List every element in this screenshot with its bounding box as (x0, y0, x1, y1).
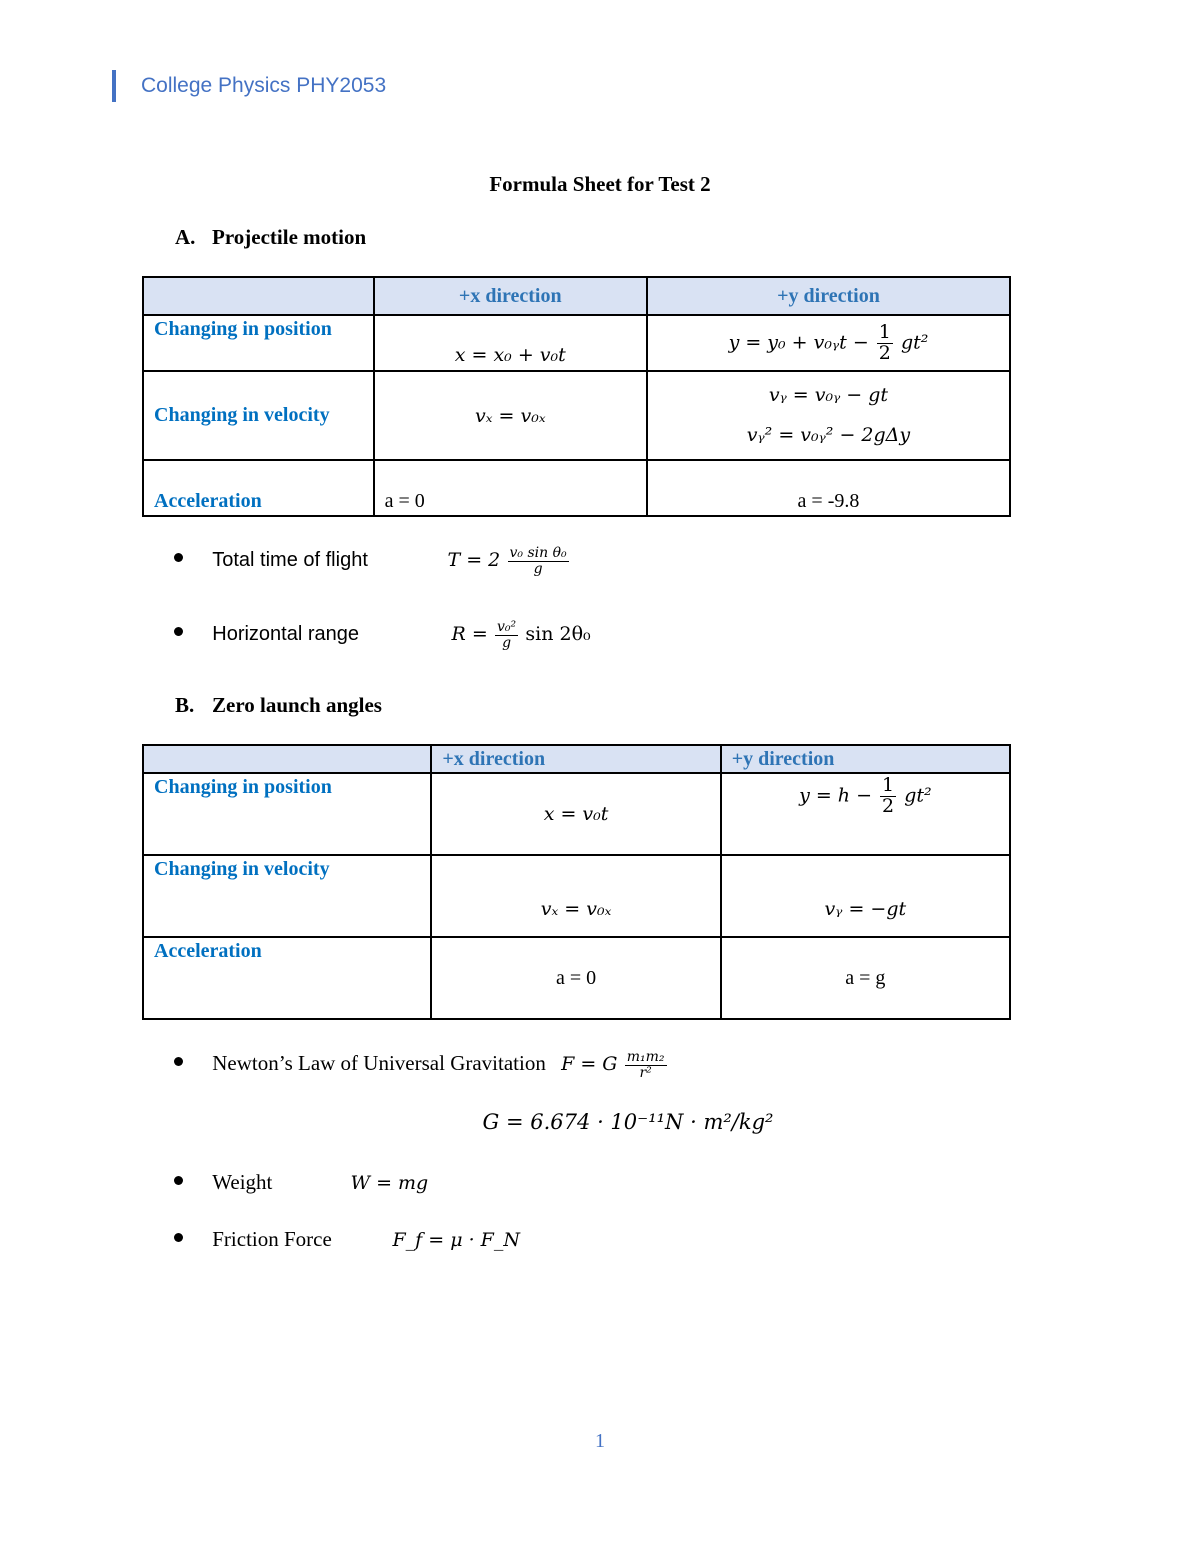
bullet-dot-icon (174, 627, 183, 636)
bullet-formula-rhs: sin 2θ₀ (525, 623, 591, 645)
table-row (143, 460, 1010, 516)
x-acceleration-value: a = 0 (431, 937, 720, 1019)
y-position-lhs: y = y₀ + v₀ᵧt − (728, 331, 869, 353)
bullet-dot-icon (174, 1233, 183, 1242)
friction-formula: F_f = μ · F_N (392, 1229, 520, 1251)
header-y-direction: +y direction (721, 745, 1010, 773)
row-label-velocity: Changing in velocity (143, 371, 374, 460)
one-half-fraction (877, 320, 893, 364)
section-a-letter: A. (175, 225, 196, 249)
list-item (174, 620, 591, 650)
row-label-acceleration: Acceleration (143, 937, 431, 1019)
table-row (143, 371, 1010, 460)
x-position-formula: x = x₀ + v₀t (374, 315, 647, 371)
header-x-direction: +x direction (374, 277, 647, 315)
section-a-heading (175, 225, 366, 250)
list-item (174, 1227, 520, 1252)
fraction-denominator: g (533, 560, 543, 577)
fraction-numerator: m₁m₂ (626, 1049, 665, 1065)
bullet-dot-icon (174, 1176, 183, 1185)
bullet-label: Total time of flight (212, 549, 368, 571)
fraction-denominator: g (502, 634, 512, 651)
header-course-title: College Physics PHY2053 (141, 74, 387, 97)
list-item (174, 1170, 428, 1195)
x-position-formula: x = v₀t (431, 773, 720, 855)
table-row (143, 773, 1010, 855)
time-of-flight-fraction (508, 546, 569, 576)
header-empty-cell (143, 277, 374, 315)
table-row (143, 937, 1010, 1019)
zero-launch-table (142, 744, 1011, 1020)
fraction-denominator: 2 (882, 794, 895, 817)
y-position-rhs: gt² (900, 331, 929, 353)
header-accent-bar (112, 70, 116, 102)
bullet-label: Friction Force (212, 1227, 332, 1251)
list-item (174, 1050, 669, 1080)
x-acceleration-value: a = 0 (374, 460, 647, 516)
one-half-fraction (880, 776, 896, 817)
y-velocity-formula: vᵧ = v₀ᵧ − gt (768, 383, 889, 406)
y-velocity-formulas (647, 371, 1010, 460)
table-row (143, 315, 1010, 371)
header-x-direction: +x direction (431, 745, 720, 773)
y-acceleration-value: a = -9.8 (647, 460, 1010, 516)
range-fraction (495, 620, 518, 650)
gravitation-fraction (625, 1050, 667, 1080)
page-number: 1 (595, 1430, 605, 1452)
table-header-row (143, 277, 1010, 315)
bullet-formula-lhs: F = G (561, 1053, 618, 1075)
fraction-denominator: r² (639, 1064, 652, 1081)
page-title: Formula Sheet for Test 2 (489, 172, 711, 196)
fraction-denominator: 2 (878, 341, 891, 364)
row-label-position: Changing in position (143, 315, 374, 371)
fraction-numerator: 1 (878, 320, 891, 343)
y-position-formula (721, 773, 1010, 855)
section-a-title: Projectile motion (212, 225, 367, 249)
y-velocity-squared-formula: vᵧ² = v₀ᵧ² − 2gΔy (746, 423, 911, 446)
section-b-letter: B. (175, 693, 195, 717)
weight-formula: W = mg (350, 1172, 429, 1194)
projectile-motion-table (142, 276, 1011, 517)
section-b-heading (175, 693, 382, 718)
bullet-formula-lhs: T = 2 (447, 549, 501, 571)
bullet-dot-icon (174, 1057, 183, 1066)
row-label-acceleration: Acceleration (143, 460, 374, 516)
bullet-label: Newton’s Law of Universal Gravitation (212, 1051, 546, 1075)
y-velocity-formula: vᵧ = −gt (721, 855, 1010, 937)
fraction-numerator: 1 (882, 774, 895, 796)
y-position-formula (647, 315, 1010, 371)
fraction-numerator: v₀ sin θ₀ (509, 545, 567, 561)
gravitational-constant: G = 6.674 · 10⁻¹¹N · m²/kg² (482, 1110, 774, 1134)
section-b-title: Zero launch angles (212, 693, 382, 717)
table-row (143, 855, 1010, 937)
table-header-row (143, 745, 1010, 773)
fraction-numerator: v₀² (497, 619, 517, 635)
row-label-position: Changing in position (143, 773, 431, 855)
header-empty-cell (143, 745, 431, 773)
y-position-lhs: y = h − (799, 784, 872, 807)
header-y-direction: +y direction (647, 277, 1010, 315)
bullet-label: Horizontal range (212, 623, 359, 645)
list-item (174, 546, 571, 576)
x-velocity-formula: vₓ = v₀ₓ (374, 371, 647, 460)
bullet-formula-lhs: R = (451, 623, 488, 645)
y-position-rhs: gt² (904, 784, 932, 807)
bullet-label: Weight (212, 1170, 273, 1194)
row-label-velocity: Changing in velocity (143, 855, 431, 937)
x-velocity-formula: vₓ = v₀ₓ (431, 855, 720, 937)
bullet-dot-icon (174, 553, 183, 562)
y-acceleration-value: a = g (721, 937, 1010, 1019)
